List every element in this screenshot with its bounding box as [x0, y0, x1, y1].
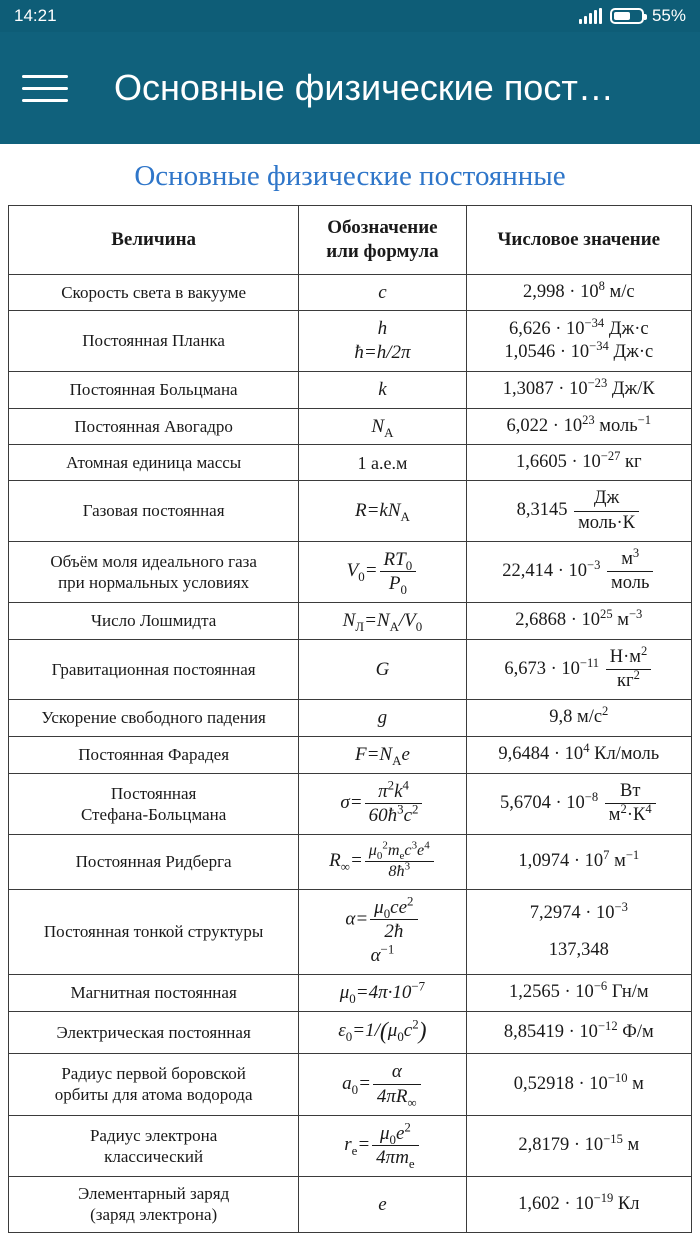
row-symbol: $r_e=$ $\frac{\mu_0e^2}{4\pi m_e}$	[299, 1115, 466, 1177]
value-mantissa: 9,8 м/с	[549, 707, 603, 728]
row-value	[466, 311, 691, 372]
row-value	[466, 274, 691, 311]
table-row	[9, 274, 692, 311]
symbol-N: N	[371, 415, 385, 437]
row-name: Атомная единица массы	[9, 445, 299, 481]
value-mantissa: 2,998 · 10	[523, 281, 599, 302]
row-symbol	[299, 445, 466, 481]
fraction-numerator: Дж	[593, 488, 620, 509]
row-name-line2: при нормальных условиях	[58, 572, 250, 592]
column-header-value: Числовое значение	[466, 206, 691, 275]
symbol-N-sub: A	[384, 424, 394, 440]
value-unit: моль	[594, 415, 638, 436]
symbol-fraction: $\frac{\mu_0^2m_ec^3e^4}{8ħ^3}$	[365, 841, 434, 882]
symbol-kN: kN	[379, 500, 401, 522]
table-row	[9, 408, 692, 445]
value-mantissa: 22,414 · 10	[502, 561, 587, 582]
row-name-line1: Элементарный заряд	[78, 1184, 230, 1204]
row-value: $6,673 \cdot 10^{-11}$ $\frac{Н\cdot м^2}{кг^2}$	[466, 639, 691, 699]
row-name	[9, 1054, 299, 1116]
table-row	[9, 603, 692, 640]
row-symbol	[299, 371, 466, 408]
hamburger-menu-icon[interactable]	[22, 61, 76, 115]
symbol-e: e	[378, 1193, 387, 1215]
value-unit: Дж/К	[607, 379, 655, 400]
row-symbol: σ= $\frac{\pi^2k^4}{60ħ^3c^2}$	[299, 773, 466, 835]
signal-bars-icon	[579, 8, 602, 24]
row-value: $0,52918 \cdot 10^{-10}$ м	[466, 1054, 691, 1116]
table-row	[9, 835, 692, 889]
value-mantissa: 6,673 · 10	[504, 658, 580, 679]
row-value: $7,2974 \cdot 10^{-3}$ 137,348	[466, 889, 691, 974]
table-row	[9, 1115, 692, 1177]
symbol-hbar: ħ	[354, 342, 364, 363]
row-name	[9, 541, 299, 603]
row-name: Ускорение свободного падения	[9, 700, 299, 737]
row-value: $9,6484 \cdot 10^4$ Кл/моль	[466, 736, 691, 773]
value-mantissa: 2,6868 · 10	[515, 610, 601, 631]
symbol-fraction: $\frac{\alpha}{4\pi R_\infty}$	[373, 1060, 421, 1109]
column-header-quantity: Величина	[9, 206, 299, 275]
symbol-h: h	[377, 318, 388, 340]
row-symbol: $\varepsilon_0=1/(\mu_0c^2)$	[299, 1011, 466, 1054]
value-unit: кг	[620, 452, 642, 473]
table-row	[9, 889, 692, 974]
status-bar-right	[579, 6, 686, 26]
row-symbol	[299, 639, 466, 699]
symbol-R: R	[354, 500, 367, 522]
table-row	[9, 481, 692, 541]
row-value	[466, 371, 691, 408]
row-name: Число Лошмидта	[9, 603, 299, 640]
symbol-g: g	[377, 707, 388, 729]
column-header-symbol-line2: или формула	[326, 240, 439, 262]
value-exponent: −34	[589, 338, 609, 353]
constants-table	[8, 205, 692, 1233]
row-name: Постоянная Ридберга	[9, 835, 299, 889]
row-name-line1: Постоянная	[110, 783, 197, 803]
column-header-symbol-line1: Обозначение	[327, 217, 438, 238]
value-unit: Дж·с	[604, 318, 649, 339]
value-unit: Дж·с	[608, 342, 654, 362]
symbol-fraction: $\frac{\mu_0e^2}{4\pi m_e}$	[372, 1122, 419, 1171]
row-name	[9, 773, 299, 835]
value-exponent: −34	[584, 315, 605, 330]
row-value: 9,8 $м/с^2$	[466, 700, 691, 737]
table-row	[9, 1011, 692, 1054]
table-row	[9, 371, 692, 408]
value-fraction: $\frac{Вт}{м^2\cdot К^4}$	[605, 780, 656, 827]
value-mantissa: 6,626 · 10	[508, 318, 585, 339]
symbol-fraction: $\frac{\pi^2k^4}{60ħ^3c^2}$	[365, 780, 423, 829]
symbol-c: c	[378, 281, 387, 303]
value-mantissa: 9,6484 · 10	[498, 744, 584, 765]
symbol-hbar-def: h/2π	[376, 342, 411, 363]
row-name	[9, 1177, 299, 1233]
column-header-symbol	[299, 206, 466, 275]
value-mantissa: 0,52918 · 10	[513, 1073, 608, 1094]
table-header-row	[9, 206, 692, 275]
table-row	[9, 311, 692, 372]
value-exponent: −3	[586, 557, 601, 572]
value-mantissa: 1,6605 · 10	[515, 452, 601, 473]
symbol-kN-sub: A	[400, 508, 410, 524]
row-symbol: $V_0=$ $\frac{RT_0}{P_0}$	[299, 541, 466, 603]
row-value: $1,0974 \cdot 10^7$ $м^{-1}$	[466, 835, 691, 889]
row-name: Гравитационная постоянная	[9, 639, 299, 699]
value-mantissa: 7,2974 · 10	[529, 902, 615, 923]
row-name: Постоянная Авогадро	[9, 408, 299, 445]
row-name: Газовая постоянная	[9, 481, 299, 541]
row-name-line2: орбиты для атома водорода	[54, 1085, 253, 1105]
row-symbol: $R_\infty=$ $\frac{\mu_0^2m_ec^3e^4}{8ħ^3}$	[299, 835, 466, 889]
row-symbol: $\mu_0=4\pi\cdot 10^{-7}$	[299, 974, 466, 1011]
table-row	[9, 700, 692, 737]
value-mantissa: 1,0974 · 10	[518, 851, 604, 872]
value-mantissa: 2,8179 · 10	[518, 1135, 604, 1156]
row-symbol: $F=N_Ae$	[299, 736, 466, 773]
value-mantissa: 1,0546 · 10	[504, 342, 590, 362]
table-row	[9, 1054, 692, 1116]
battery-icon	[610, 8, 644, 24]
value-unit: м/с	[604, 281, 635, 302]
symbol-k: k	[378, 378, 387, 400]
row-symbol: $R=kN_A$	[299, 481, 466, 541]
row-symbol: h ħ=h/2π	[299, 311, 466, 372]
row-name-line2: Стефана-Больцмана	[80, 804, 227, 824]
value-exponent: 23	[582, 412, 595, 427]
value-mantissa: 8,3145	[516, 500, 568, 521]
row-value: $1,602 \cdot 10^{-19}$ Кл	[466, 1177, 691, 1233]
row-value: $8,85419 \cdot 10^{-12}$ Ф/м	[466, 1011, 691, 1054]
row-symbol: $a_0=$ $\frac{\alpha}{4\pi R_\infty}$	[299, 1054, 466, 1116]
row-name-line1: Объём моля идеального газа	[50, 551, 257, 571]
row-symbol	[299, 700, 466, 737]
row-value: $1,2565 \cdot 10^{-6}$ Гн/м	[466, 974, 691, 1011]
status-bar	[0, 0, 700, 32]
table-row	[9, 773, 692, 835]
row-name-line2: (заряд электрона)	[90, 1205, 218, 1225]
row-name: Постоянная Больцмана	[9, 371, 299, 408]
symbol-amu: 1 а.е.м	[357, 452, 408, 473]
table-row	[9, 445, 692, 481]
app-bar	[0, 32, 700, 144]
value-fraction: $\frac{м^3}{\text{моль}}$	[607, 548, 653, 595]
battery-percent-label: 55%	[651, 6, 686, 25]
row-name-line2: классический	[104, 1146, 204, 1166]
value-unit-exponent: −1	[637, 412, 652, 427]
value-mantissa: 6,022 · 10	[506, 415, 583, 436]
fraction-denominator: моль·К	[574, 511, 639, 535]
value-exponent: −23	[587, 375, 608, 390]
row-symbol	[299, 274, 466, 311]
row-value: $5,6704 \cdot 10^{-8}$ $\frac{Вт}{м^2\cdot К^4}$	[466, 773, 691, 835]
row-name: Скорость света в вакууме	[9, 274, 299, 311]
row-name-line1: Радиус электрона	[89, 1125, 218, 1145]
row-symbol: α= $\frac{\mu_0ce^2}{2ħ}$ $\alpha^{-1}$	[299, 889, 466, 974]
row-value: $2,6868 \cdot 10^{25}$ $м^{-3}$	[466, 603, 691, 640]
symbol-fraction: $\frac{\mu_0ce^2}{2ħ}$	[370, 896, 417, 945]
symbol-V: V	[346, 560, 359, 582]
row-name: Постоянная Фарадея	[9, 736, 299, 773]
row-name-line1: Радиус первой боровской	[61, 1064, 246, 1084]
value-exponent: −27	[600, 449, 621, 464]
table-row	[9, 541, 692, 603]
row-name: Магнитная постоянная	[9, 974, 299, 1011]
row-name: Постоянная тонкой структуры	[9, 889, 299, 974]
table-row	[9, 736, 692, 773]
row-name: Электрическая постоянная	[9, 1011, 299, 1054]
status-bar-left	[14, 6, 57, 26]
table-row	[9, 639, 692, 699]
value-fraction	[574, 487, 639, 534]
value-mantissa: 1,2565 · 10	[509, 982, 594, 1003]
value-exponent: 8	[598, 278, 605, 293]
value-mantissa: 1,3087 · 10	[502, 379, 588, 400]
row-name	[9, 1115, 299, 1177]
row-value	[466, 541, 691, 603]
row-symbol	[299, 1177, 466, 1233]
status-time: 14:21	[14, 6, 57, 25]
row-name: Постоянная Планка	[9, 311, 299, 372]
row-symbol	[299, 408, 466, 445]
value-mantissa: 1,602 · 10	[518, 1193, 594, 1214]
app-title: Основные физические пост…	[114, 67, 614, 108]
row-value	[466, 408, 691, 445]
document-title: Основные физические постоянные	[134, 160, 566, 192]
value-fraction: $\frac{Н\cdot м^2}{кг^2}$	[606, 646, 652, 693]
value-mantissa: 5,6704 · 10	[499, 793, 585, 814]
row-symbol: $N_Л=N_A/V_0$	[299, 603, 466, 640]
row-value: $2,8179 \cdot 10^{-15}$ м	[466, 1115, 691, 1177]
document-view[interactable]	[0, 144, 700, 1244]
symbol-G: G	[375, 658, 390, 680]
table-row	[9, 974, 692, 1011]
table-row	[9, 1177, 692, 1233]
row-value	[466, 481, 691, 541]
value-second: 137,348	[548, 939, 609, 960]
symbol-fraction: $\frac{RT_0}{P_0}$	[380, 548, 417, 597]
row-value	[466, 445, 691, 481]
value-mantissa: 8,85419 · 10	[503, 1021, 598, 1042]
